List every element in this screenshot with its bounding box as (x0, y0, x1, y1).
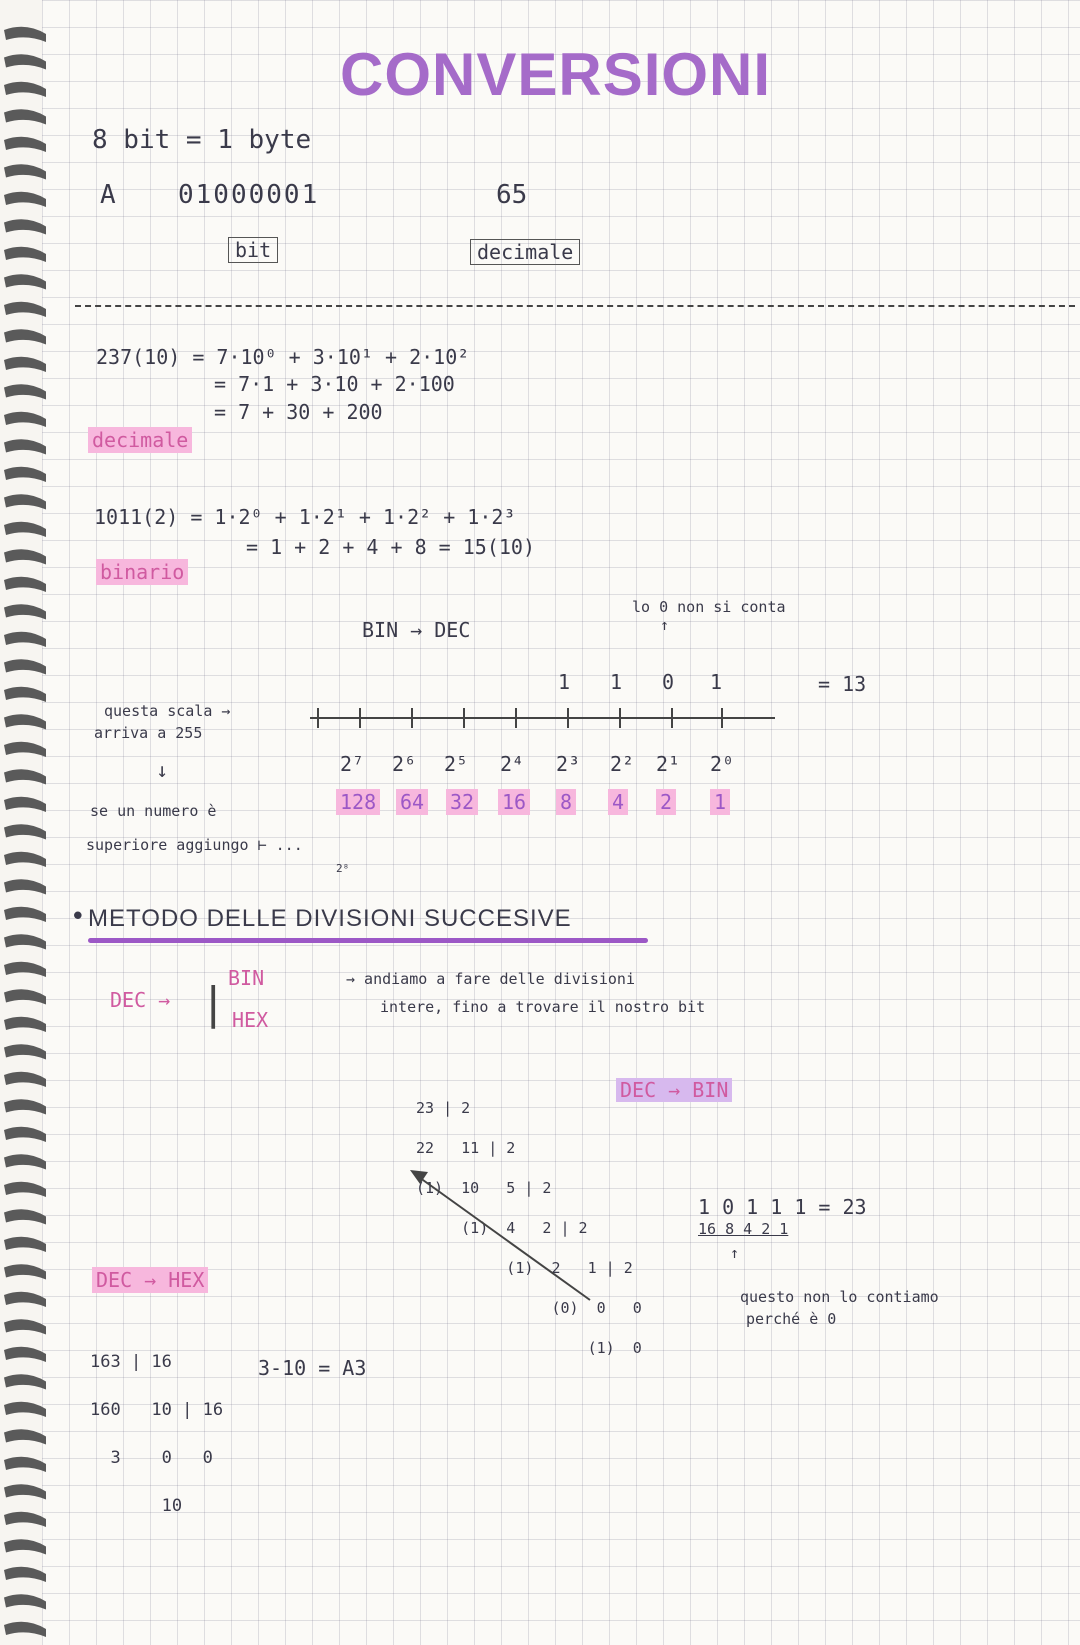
decimal-label: decimale (470, 239, 580, 265)
method-explain-2: intere, fino a trovare il nostro bit (380, 998, 706, 1016)
power-value: 2 (656, 789, 676, 815)
zero-arrow-icon: ↑ (660, 616, 670, 634)
division-row: (0) 0 0 (416, 1299, 642, 1317)
division-row: (1) 10 5 | 2 (416, 1179, 552, 1197)
power-value: 16 (498, 789, 530, 815)
hex-option: HEX (232, 1008, 269, 1032)
dec-arrow: DEC → (110, 988, 171, 1012)
division-row: 163 | 16 (90, 1352, 172, 1372)
power-label: 2¹ (656, 752, 681, 776)
scale-result: = 13 (818, 672, 867, 696)
method-title: METODO DELLE DIVISIONI SUCCESIVE (88, 905, 572, 932)
page-title: CONVERSIONI (340, 41, 772, 108)
bullet-icon: • (70, 902, 86, 932)
scale-bit: 0 (662, 670, 675, 694)
division-row: 22 11 | 2 (416, 1139, 516, 1157)
decimal-tag: decimale (88, 427, 192, 453)
power-label: 2⁰ (710, 752, 735, 776)
scale-bit: 1 (558, 670, 571, 694)
division-row: (1) 4 2 | 2 (416, 1219, 588, 1237)
more-note-line-2: superiore aggiungo ⊢ ... (86, 836, 303, 854)
dec-bin-note-2: perché è 0 (746, 1310, 837, 1328)
bracket-icon: | (200, 978, 227, 1029)
dec-hex-label: DEC → HEX (92, 1267, 208, 1293)
decimal-line-1: 237(10) = 7·10⁰ + 3·10¹ + 2·10² (96, 345, 470, 369)
power-value: 32 (446, 789, 478, 815)
up-arrow-icon: ↑ (730, 1244, 740, 1262)
dec-hex-division (90, 1326, 223, 1542)
zero-note: lo 0 non si conta (632, 598, 786, 616)
power-label: 2³ (556, 752, 581, 776)
scale-bit: 1 (710, 670, 723, 694)
dec-bin-label: DEC → BIN (616, 1078, 732, 1102)
bit-label: bit (228, 237, 278, 263)
power-value: 128 (336, 789, 380, 815)
dec-bin-weights: 16 8 4 2 1 (698, 1220, 789, 1238)
power-label: 2⁶ (392, 752, 417, 776)
decimal-value: 65 (496, 180, 528, 210)
method-explain-1: → andiamo a fare delle divisioni (346, 970, 635, 988)
down-arrow-icon: ↓ (156, 758, 169, 782)
division-row: 3 0 0 (90, 1448, 213, 1468)
binary-code: 01000001 (178, 180, 320, 210)
scale-note-line-2: arriva a 255 (94, 724, 203, 742)
power-value: 4 (608, 789, 628, 815)
binary-tag: binario (96, 559, 188, 585)
power-label: 2⁴ (500, 752, 525, 776)
byte-definition: 8 bit = 1 byte (92, 125, 312, 155)
division-row: (1) 2 1 | 2 (416, 1259, 633, 1277)
binary-line-1: 1011(2) = 1·2⁰ + 1·2¹ + 1·2² + 1·2³ (94, 505, 516, 529)
binary-line-2: = 1 + 2 + 4 + 8 = 15(10) (246, 535, 535, 559)
letter-a: A (100, 180, 116, 210)
power-value: 8 (556, 789, 576, 815)
more-note-line-1: se un numero è (90, 802, 217, 820)
bin-dec-heading: BIN → DEC (362, 618, 471, 642)
dec-hex-result: 3-10 = A3 (258, 1356, 367, 1380)
power-label: 2⁵ (444, 752, 469, 776)
power-label: 2⁷ (340, 752, 365, 776)
power-eight: 2⁸ (336, 862, 350, 875)
division-row: (1) 0 (416, 1339, 642, 1357)
bin-option: BIN (228, 966, 265, 990)
power-value: 1 (710, 789, 730, 815)
decimal-line-3: = 7 + 30 + 200 (214, 400, 383, 424)
scale-bit: 1 (610, 670, 623, 694)
dec-bin-note-1: questo non lo contiamo (740, 1288, 939, 1306)
division-row: 10 (90, 1496, 183, 1516)
power-label: 2² (610, 752, 635, 776)
decimal-line-2: = 7·1 + 3·10 + 2·100 (214, 372, 455, 396)
dec-bin-result: 1 0 1 1 1 = 23 (698, 1195, 867, 1219)
scale-note-line-1: questa scala → (104, 702, 231, 720)
division-row: 160 10 | 16 (90, 1400, 224, 1420)
division-row: 23 | 2 (416, 1099, 471, 1117)
power-value: 64 (396, 789, 428, 815)
